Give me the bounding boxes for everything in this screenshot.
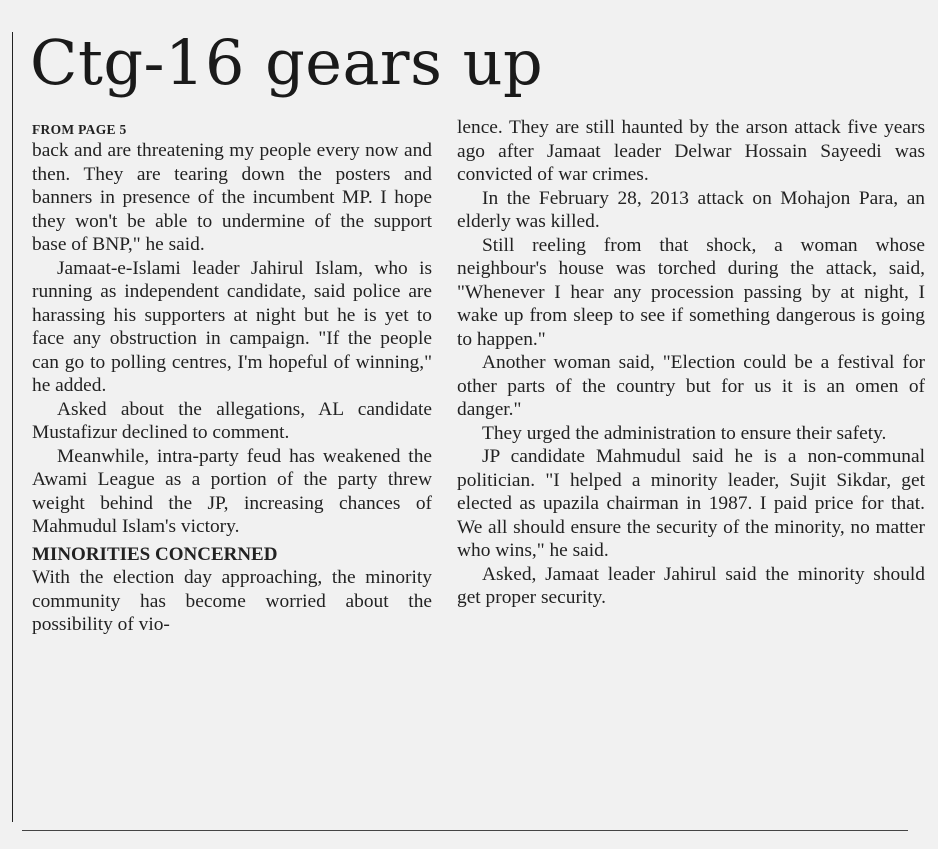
paragraph: In the February 28, 2013 attack on Mohajon Para, an elderly was killed. (457, 187, 925, 232)
kicker-from-page: FROM PAGE 5 (32, 122, 127, 137)
paragraph: They urged the administration to ensure their safety. (482, 422, 887, 444)
column-right (457, 116, 925, 610)
paragraph: Asked about the allegations, AL candidate Mustafizur declined to comment. (32, 398, 432, 443)
paragraph: Meanwhile, intra-party feud has weakened the Awami League as a portion of the party threw weight behind the JP, increasing chances of Mahmudul Islam's victory. (32, 445, 432, 537)
paragraph: Asked, Jamaat leader Jahirul said the minority should get proper security. (457, 563, 925, 608)
column-left (32, 121, 432, 637)
paragraph: Jamaat-e-Islami leader Jahirul Islam, who is running as independent candidate, said police are harassing his supporters at night but he is yet to face any obstruction in campaign. "If the people can go to polling centres, I'm hopeful of winning," he added. (32, 257, 432, 396)
bottom-rule (22, 830, 908, 831)
headline: Ctg-16 gears up (30, 26, 544, 99)
paragraph: lence. They are still haunted by the arson attack five years ago after Jamaat leader Delwar Hossain Sayeedi was convicted of war crimes. (457, 117, 925, 185)
paragraph: JP candidate Mahmudul said he is a non-communal politician. "I helped a minority leader, Sujit Sikdar, get elected as upazila chairman in 1987. I paid price for that. We all should ensure the security of the minority, no matter who wins," he said. (457, 446, 925, 561)
column-rule-left (12, 32, 13, 822)
subhead: MINORITIES CONCERNED (32, 543, 278, 565)
paragraph: Another woman said, "Election could be a festival for other parts of the country but for us it is an omen of danger." (457, 352, 925, 420)
paragraph: back and are threatening my people every now and then. They are tearing down the posters and banners in presence of the incumbent MP. I hope they won't be able to undermine of the support base of BNP," he said. (32, 140, 432, 255)
paragraph: Still reeling from that shock, a woman whose neighbour's house was torched during the attack, said, "Whenever I hear any procession passing by at night, I wake up from sleep to see if something dangerous is going to happen." (457, 234, 925, 350)
paragraph: With the election day approaching, the minority community has become worried about the possibility of vio- (32, 567, 432, 635)
